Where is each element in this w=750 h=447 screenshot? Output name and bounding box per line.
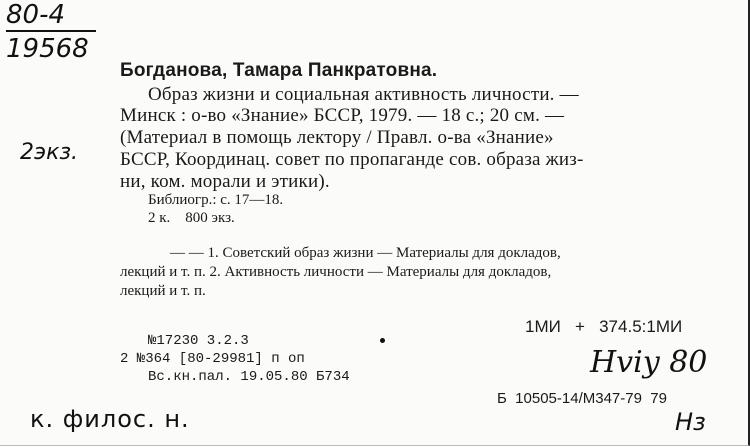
book-chamber-number: Б 10505-14/М347-79 79 [497, 390, 667, 407]
handwritten-corner-mark: Нз [675, 408, 706, 436]
entry-line: БССР, Координац. совет по пропаганде сов. образа жиз- [120, 149, 584, 170]
entry-line: Минск : о-во «Знание» БССР, 1979. — 18 с.; 20 см. — [120, 105, 565, 126]
entry-line: (Материал в помощь лектору / Правл. о-ва «Знание» [120, 127, 554, 148]
subject-line: лекций и т. п. 2. Активность личности — Материалы для докладов, [120, 264, 552, 280]
author-heading: Богданова, Тамара Панкратовна. [120, 60, 438, 81]
copies-note: 2 к. 800 экз. [148, 210, 235, 226]
order-number: №17230 3.2.3 [148, 333, 249, 349]
handwritten-copies-mark: 2экз. [20, 140, 79, 165]
handwritten-call-number-top: 80-4 [6, 0, 96, 32]
bibliography-note: Библиогр.: с. 17—18. [148, 192, 284, 208]
entry-line: ни, ком. морали и этики). [120, 171, 330, 192]
book-chamber-date: Вс.кн.пал. 19.05.80 Б734 [148, 369, 350, 385]
ink-dot [380, 338, 385, 343]
classification-index: 1МИ + 374.5:1МИ [525, 317, 683, 336]
handwritten-call-number-bottom: 19568 [6, 34, 89, 64]
subject-line: — — 1. Советский образ жизни — Материалы для докладов, [170, 245, 561, 261]
entry-line: Образ жизни и социальная активность личности. — [148, 84, 579, 105]
order-details: 2 №364 [80-29981] п оп [120, 351, 305, 367]
handwritten-subject-note: к. филос. н. [30, 405, 190, 433]
subject-line: лекций и т. п. [120, 283, 206, 299]
handwritten-signature: Hviy 80 [590, 345, 708, 380]
